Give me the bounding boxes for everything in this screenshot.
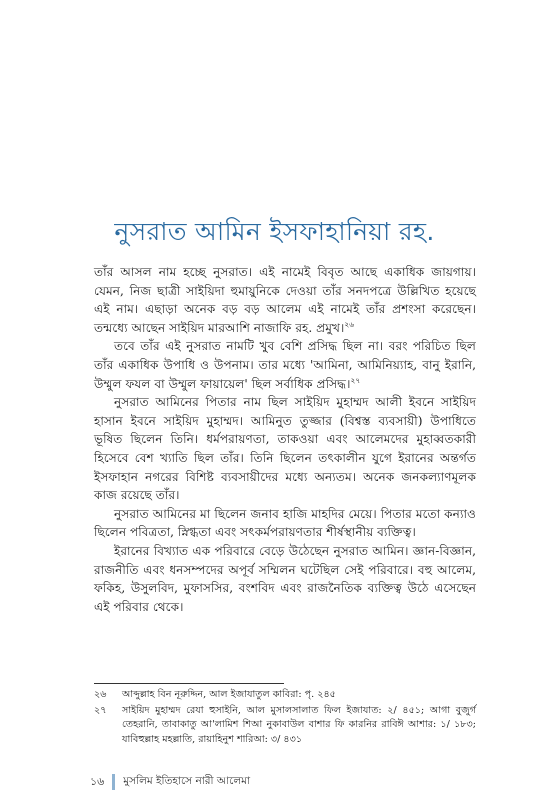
paragraph-text: নুসরাত আমিনের মা ছিলেন জনাব হাজি মাহদির মেয়ে। পিতার মতো কন্যাও ছিলেন পবিত্রতা, স্নিগ্ধতা এবং সৎকর্মপরায়ণতার শীর্ষস্থানীয় ব্যক্তিত্ব। [94, 506, 476, 540]
page-footer [90, 773, 250, 791]
paragraph-text: তাঁর আসল নাম হচ্ছে নুসরাত। এই নামেই বিবৃত আছে একাধিক জায়গায়। যেমন, নিজ ছাত্রী সাইয়িদা হুমায়ুনিকে দেওয়া তাঁর সনদপত্রে উল্লিখিত হয়েছে এই নাম। এছাড়া অনেক বড় বড় আলেম এই নামেই তাঁর প্রশংসা করেছেন। তন্মধ্যে আছেন সাইয়িদ মারআশি নাজাফি রহ. প্রমুখ। [94, 265, 476, 335]
paragraph-4 [94, 505, 476, 542]
footnote-number: ২৬ [94, 689, 107, 700]
paragraph-text: তবে তাঁর এই নুসরাত নামটি খুব বেশি প্রসিদ্ধ ছিল না। বরং পরিচিত ছিল তাঁর একাধিক উপাধি ও উপনাম। তার মধ্যে 'আমিনা, আমিনিয়্যাহ, বানু ইরানি, উম্মুল ফযল বা উম্মুল ফায়ায়েল' ছিল সর্বাধিক প্রসিদ্ধ। [94, 339, 476, 391]
footnote-ref[interactable]: ২৭ [350, 375, 361, 385]
chapter-title: নুসরাত আমিন ইসফাহানিয়া রহ. [114, 217, 435, 246]
footnote-item [94, 704, 476, 748]
footnotes [94, 688, 476, 748]
body-text [94, 263, 476, 616]
paragraph-text: ইরানের বিখ্যাত এক পরিবারে বেড়ে উঠেছেন নুসরাত আমিন। জ্ঞান-বিজ্ঞান, রাজনীতি এবং ধনসম্পদের অপূর্ব সম্মিলন ঘটেছিল সেই পরিবারে। বহু আলেম, ফকিহ, উসুলবিদ, মুফাসসির, বংশবিদ এবং রাজনৈতিক ব্যক্তিত্ব উঠে এসেছেন এই পরিবার থেকে। [94, 543, 476, 614]
footnote-ref[interactable]: ২৬ [344, 319, 355, 329]
footer-divider-bar [112, 774, 115, 790]
footnote-number: ২৭ [94, 704, 107, 716]
paragraph-1 [94, 263, 476, 337]
footnote-divider [94, 683, 284, 684]
paragraph-2 [94, 337, 476, 393]
footnote-item [94, 688, 476, 703]
footnote-text: আব্দুল্লাহ বিন নূরুদ্দিন, আল ইজাযাতুল কাবিরা: পৃ. ২৪৫ [122, 689, 336, 700]
paragraph-3 [94, 393, 476, 505]
paragraph-5 [94, 542, 476, 616]
footnote-text: সাইয়িদ মুহাম্মদ রেযা হুসাইনি, আল মুসালসালাত ফিল ইজাযাত: ২/ ৪৫১; আগা বুজুর্গ তেহরানি, তাবাকাতু আ'লামিশ শিআ নুকাবাউল বাশার ফি কারনির রাবিঈ আশার: ১/ ১৮৩; যাবিহুল্লাহ মহল্লাতি, রায়াহিনুশ শারিআ: ৩/ ৪৩১ [122, 704, 476, 745]
running-title: মুসলিম ইতিহাসে নারী আলেমা [123, 774, 251, 787]
page-number: ১৬ [90, 774, 105, 788]
paragraph-text: নুসরাত আমিনের পিতার নাম ছিল সাইয়িদ মুহাম্মদ আলী ইবনে সাইয়িদ হাসান ইবনে সাইয়িদ মুহাম্মদ। আমিনুত তুজ্জার (বিশ্বস্ত ব্যবসায়ী) উপাধিতে ভূষিত ছিলেন তিনি। ধর্মপরায়ণতা, তাকওয়া এবং আলেমদের মুহাব্বতকারী হিসেবে বেশ খ্যাতি ছিল তাঁর। তিনি ছিলেন তৎকালীন যুগে ইরানের অন্তর্গত ইসফাহান নগরের বিশিষ্ট ব্যবসায়ীদের মধ্যে অন্যতম। অনেক জনকল্যাণমূলক কাজ রয়েছে তাঁর। [94, 395, 476, 503]
